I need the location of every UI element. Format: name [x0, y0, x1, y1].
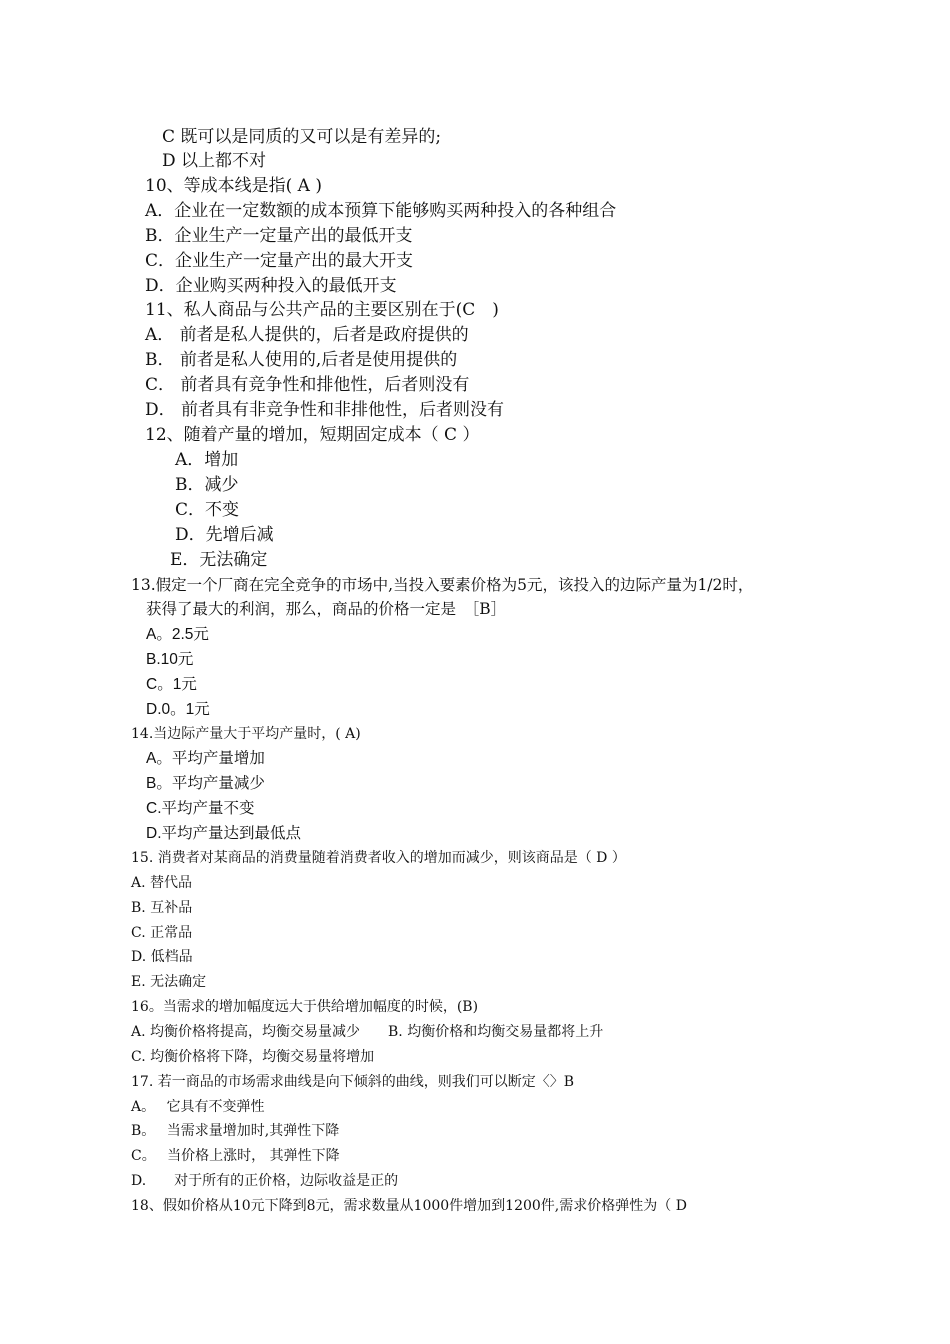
option-q17-a: A。 它具有不变弹性 — [131, 1099, 265, 1115]
question-17: 17. 若一商品的市场需求曲线是向下倾斜的曲线，则我们可以断定〈〉B — [131, 1074, 575, 1090]
option-q17-d: D. 对于所有的正价格，边际收益是正的 — [131, 1173, 399, 1189]
option-q10-c: C．企业生产一定量产出的最大开支 — [145, 251, 414, 271]
option-q10-b: B．企业生产一定量产出的最低开支 — [145, 226, 413, 246]
option-q10-d: D．企业购买两种投入的最低开支 — [145, 276, 397, 296]
question-13-continued: 获得了最大的利润，那么，商品的价格一定是 ［B］ — [146, 600, 507, 618]
option-q14-d: D.平均产量达到最低点 — [146, 825, 302, 842]
option-q11-a: A． 前者是私人提供的，后者是政府提供的 — [145, 325, 469, 345]
question-13: 13.假定一个厂商在完全竞争的市场中,当投入要素价格为5元，该投入的边际产量为1/2时， — [131, 576, 754, 594]
option-q13-b: B.10元 — [146, 651, 194, 668]
question-16: 16。当需求的增加幅度远大于供给增加幅度的时候，(B) — [131, 999, 479, 1015]
option-q14-c: C.平均产量不变 — [146, 800, 255, 817]
option-q12-b: B．减少 — [175, 475, 239, 495]
option-q10-a: A．企业在一定数额的成本预算下能够购买两种投入的各种组合 — [145, 201, 617, 221]
option-q13-d: D.0。1元 — [146, 701, 210, 718]
option-q15-c: C. 正常品 — [131, 925, 193, 941]
option-q14-a: A。平均产量增加 — [146, 750, 265, 767]
option-q11-b: B． 前者是私人使用的,后者是使用提供的 — [145, 350, 458, 370]
option-q13-a: A。2.5元 — [146, 626, 209, 643]
question-18: 18、假如价格从10元下降到8元，需求数量从1000件增加到1200件,需求价格弹性为（ D — [131, 1198, 687, 1214]
option-q12-d: D．先增后减 — [175, 525, 274, 545]
option-q15-b: B. 互补品 — [131, 900, 193, 916]
question-14: 14.当边际产量大于平均产量时，( A) — [131, 726, 361, 742]
option-q11-d: D． 前者具有非竞争性和非排他性，后者则没有 — [145, 400, 505, 420]
option-q9-d: D 以上都不对 — [162, 151, 267, 171]
option-q12-a: A．增加 — [175, 450, 239, 470]
option-q16-c: C. 均衡价格将下降，均衡交易量将增加 — [131, 1049, 375, 1065]
option-q9-c: C 既可以是同质的又可以是有差异的; — [162, 127, 442, 147]
option-q16-a-b: A. 均衡价格将提高，均衡交易量减少 B. 均衡价格和均衡交易量都将上升 — [131, 1024, 604, 1040]
option-q11-c: C． 前者具有竞争性和排他性，后者则没有 — [145, 375, 470, 395]
option-q12-e: E．无法确定 — [170, 550, 268, 570]
question-15: 15. 消费者对某商品的消费量随着消费者收入的增加而减少，则该商品是（ D ） — [131, 850, 626, 866]
option-q17-c: C。 当价格上涨时， 其弹性下降 — [131, 1148, 340, 1164]
option-q15-a: A. 替代品 — [131, 875, 193, 891]
question-12: 12、随着产量的增加，短期固定成本（ C ） — [145, 425, 480, 445]
question-11: 11、私人商品与公共产品的主要区别在于(C ) — [145, 300, 499, 320]
option-q17-b: B。 当需求量增加时,其弹性下降 — [131, 1123, 340, 1139]
option-q13-c: C。1元 — [146, 676, 197, 693]
option-q15-d: D. 低档品 — [131, 949, 193, 965]
option-q12-c: C．不变 — [175, 500, 240, 520]
question-10: 10、等成本线是指( A ) — [145, 176, 322, 196]
option-q14-b: B。平均产量减少 — [146, 775, 265, 792]
option-q15-e: E. 无法确定 — [131, 974, 207, 990]
